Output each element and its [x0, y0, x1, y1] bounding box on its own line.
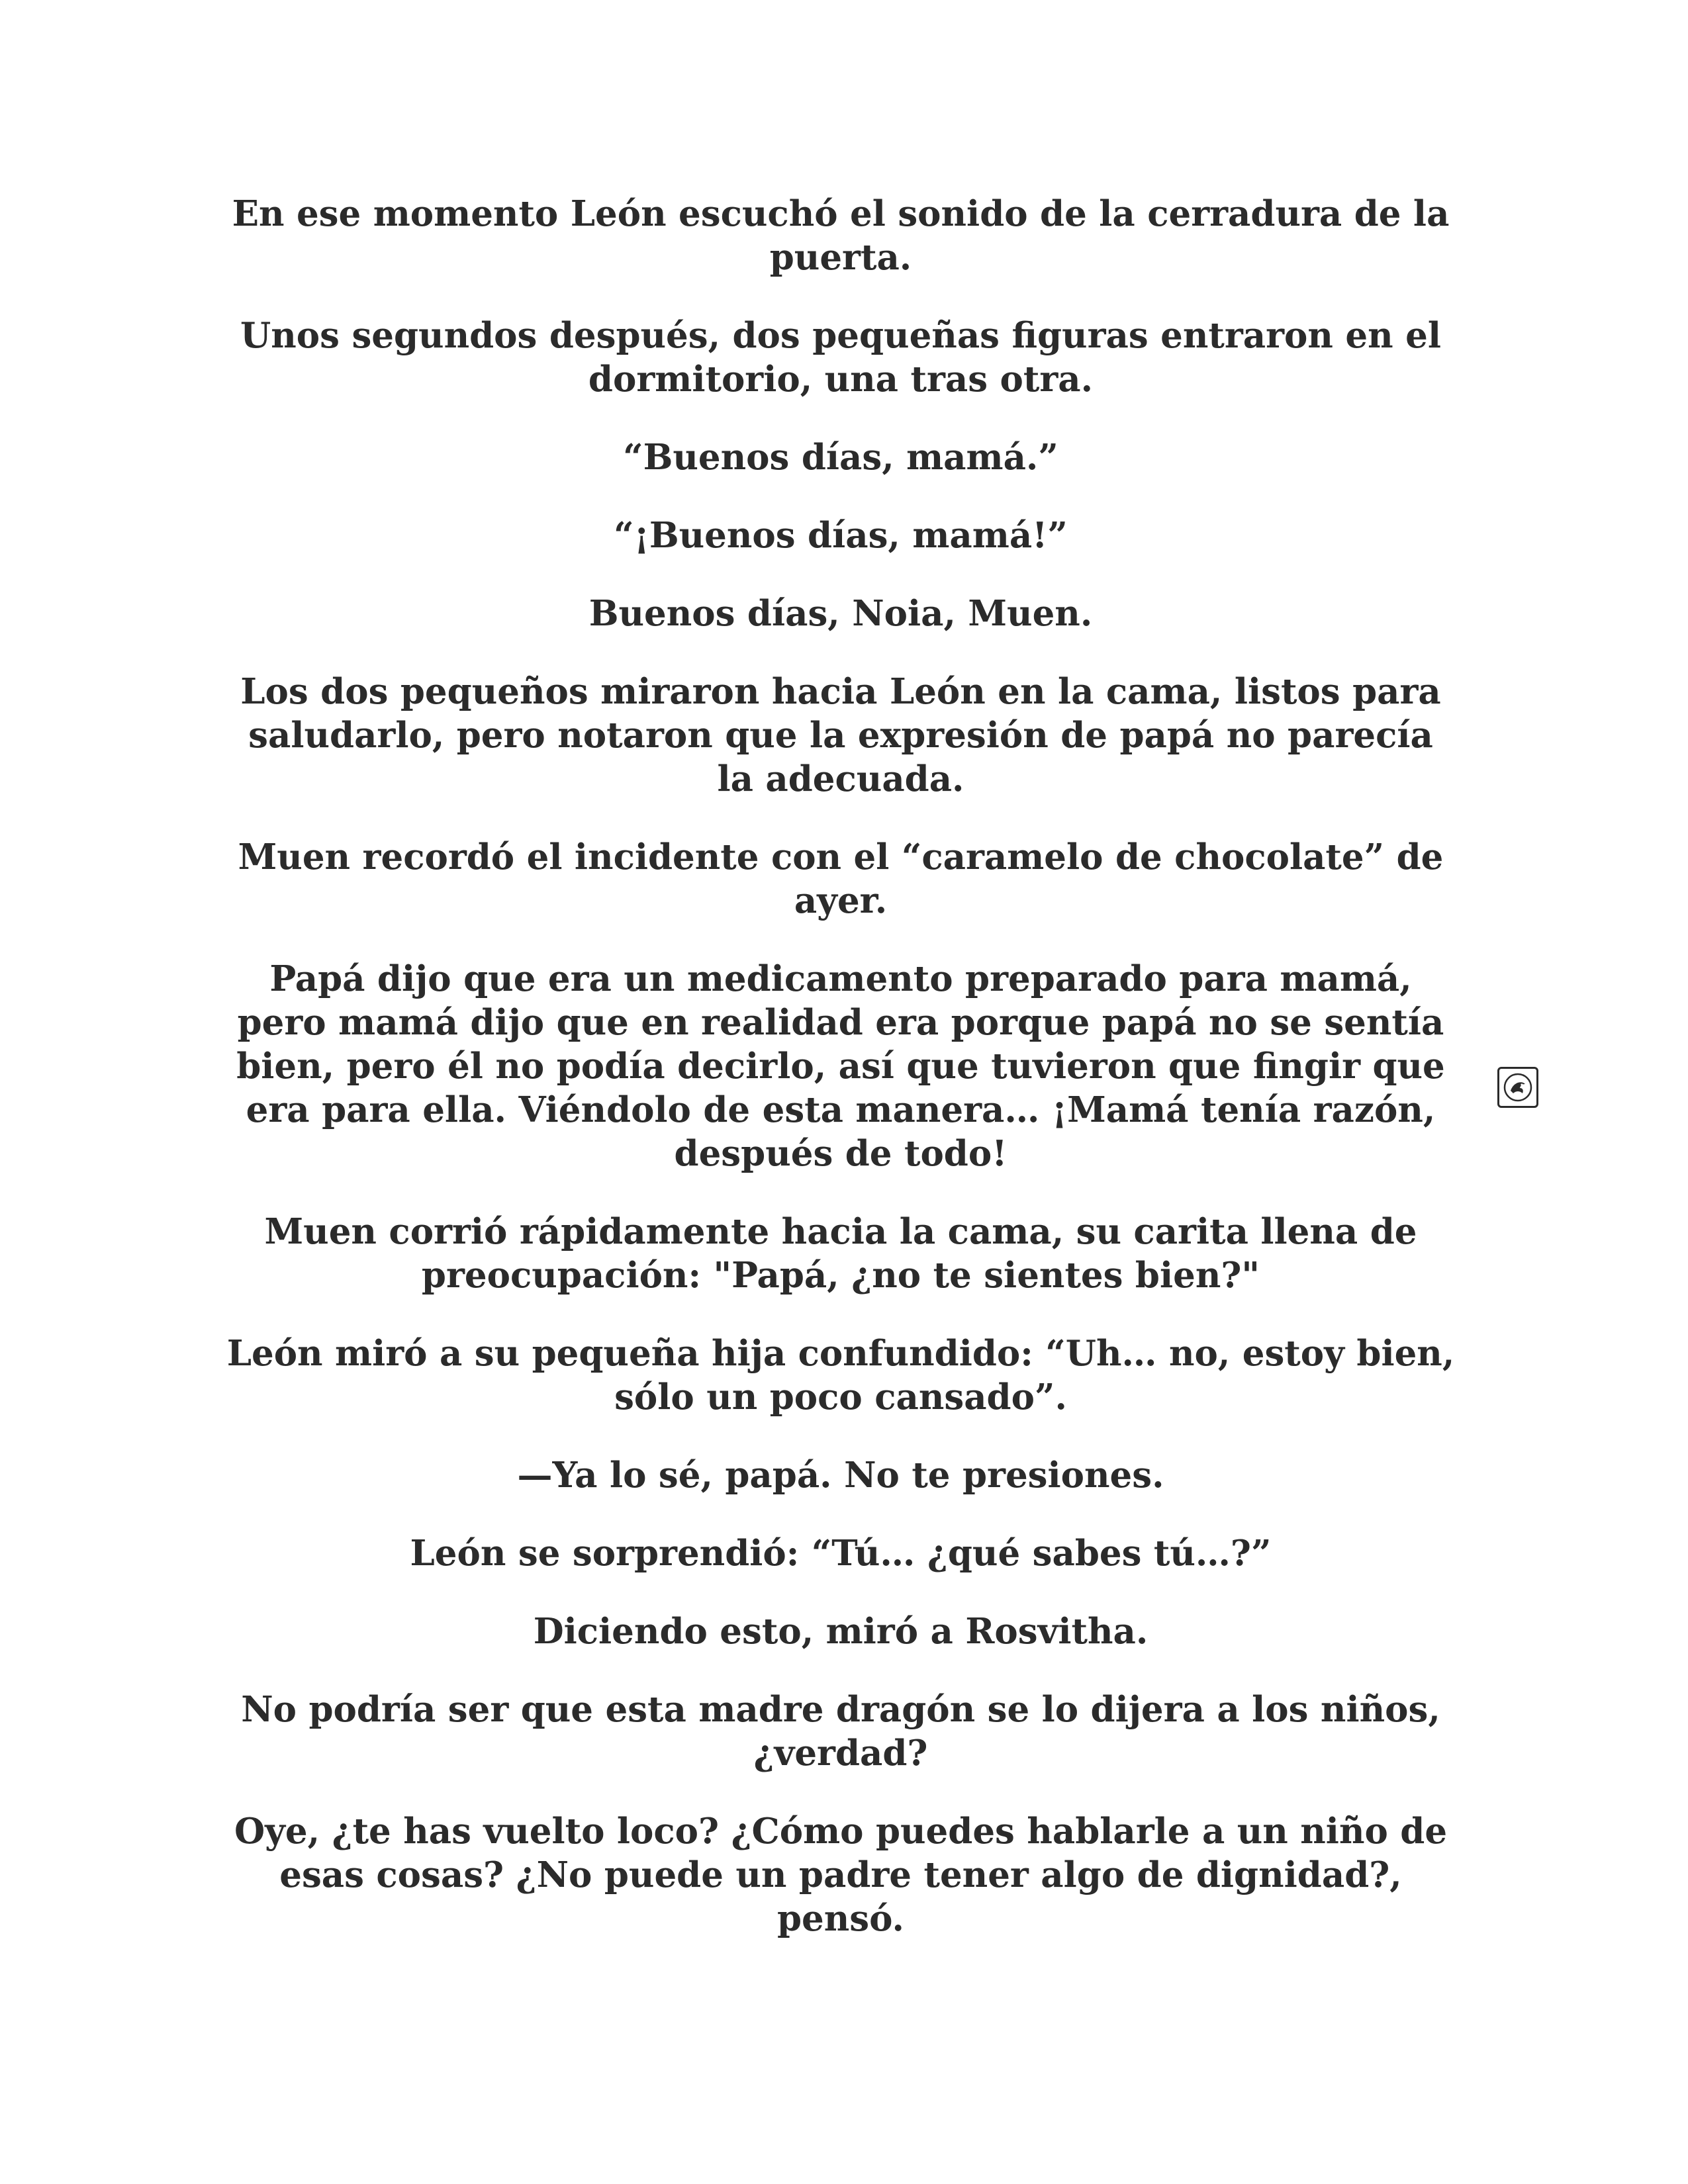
paragraph: —Ya lo sé, papá. No te presiones.	[517, 1455, 1164, 1496]
paragraph: Papá dijo que era un medicamento preparado para mamá, pero mamá dijo que en realidad era porque papá no se sentía bien, pero él no podía decirlo, así que tuvieron que fingir que era para ella. Viéndolo de esta manera… ¡Mamá tenía razón, después de todo!	[236, 958, 1445, 1174]
paragraph: Muen recordó el incidente con el “caramelo de chocolate” de ayer.	[238, 837, 1444, 921]
paragraph: Los dos pequeños miraron hacia León en la cama, listos para saludarlo, pero notaron que la expresión de papá no parecía la adecuada.	[240, 671, 1441, 799]
paragraph: León se sorprendió: “Tú… ¿qué sabes tú…?”	[410, 1533, 1272, 1574]
paragraph: Diciendo esto, miró a Rosvitha.	[533, 1611, 1149, 1652]
paragraph: León miró a su pequeña hija confundido: “Uh… no, estoy bien, sólo un poco cansado”.	[226, 1333, 1455, 1418]
dragon-emblem-icon	[1503, 1072, 1533, 1103]
paragraph: No podría ser que esta madre dragón se lo dijera a los niños, ¿verdad?	[241, 1689, 1440, 1774]
paragraph: Oye, ¿te has vuelto loco? ¿Cómo puedes hablarle a un niño de esas cosas? ¿No puede un padre tener algo de dignidad?, pensó.	[234, 1811, 1448, 1939]
body-text	[225, 192, 1456, 1975]
paragraph: “¡Buenos días, mamá!”	[614, 515, 1068, 556]
paragraph: Unos segundos después, dos pequeñas figuras entraron en el dormitorio, una tras otra.	[240, 315, 1441, 400]
paragraph: “Buenos días, mamá.”	[623, 437, 1058, 478]
paragraph: En ese momento León escuchó el sonido de la cerradura de la puerta.	[232, 193, 1450, 278]
paragraph: Muen corrió rápidamente hacia la cama, su carita llena de preocupación: "Papá, ¿no te sientes bien?"	[264, 1211, 1417, 1296]
paragraph: Buenos días, Noia, Muen.	[588, 593, 1093, 634]
reader-nav-icon[interactable]	[1497, 1067, 1538, 1108]
